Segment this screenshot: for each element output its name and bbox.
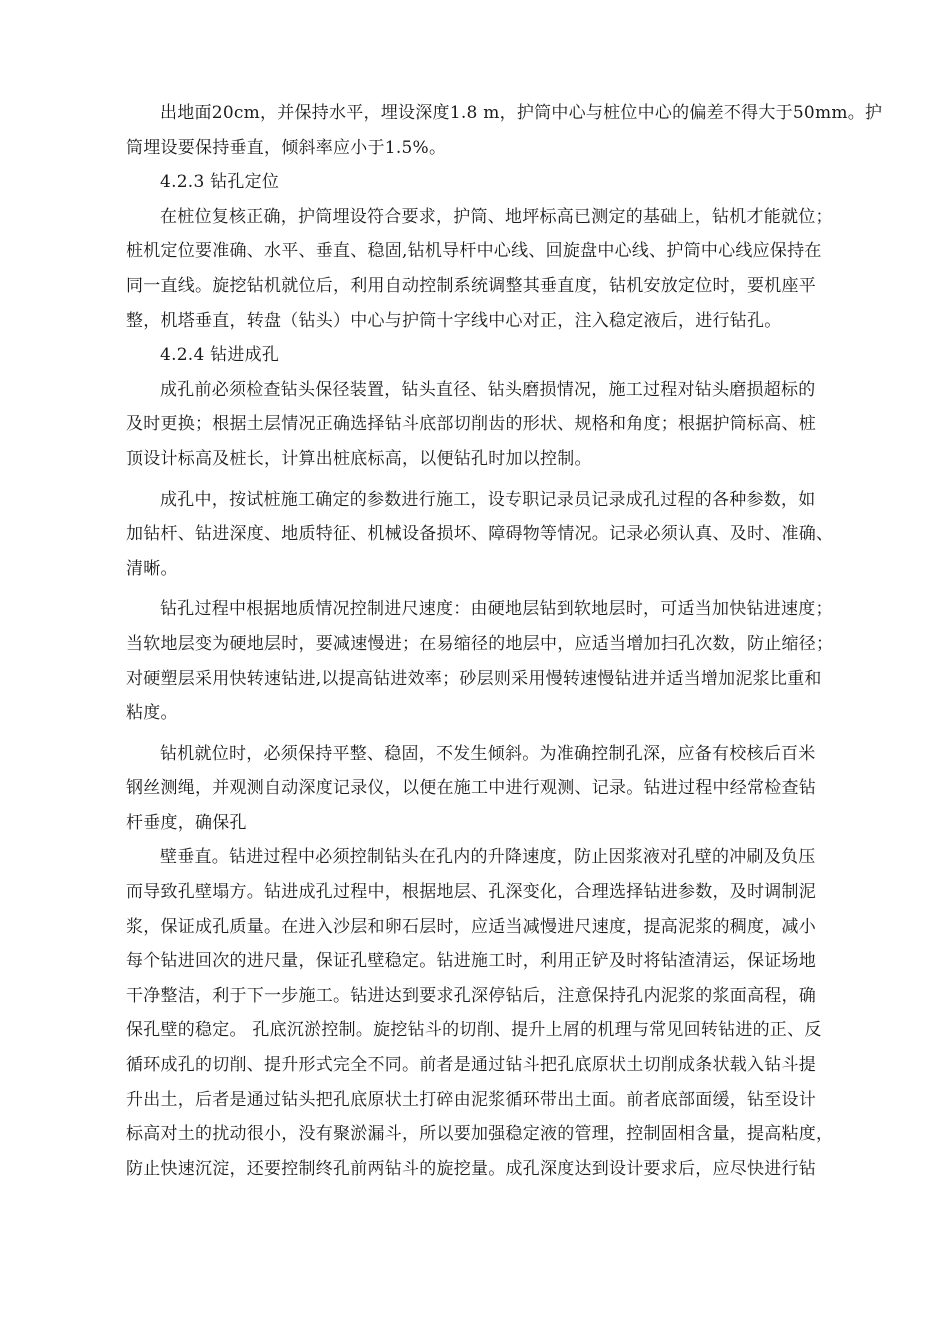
paragraph [126, 483, 834, 587]
text-line: 对硬塑层采用快转速钻进,以提高钻进效率；砂层则采用慢转速慢钻进并适当增加泥浆比重和 [126, 668, 822, 689]
text-line: 钢丝测绳，并观测自动深度记录仪，以便在施工中进行观测、记录。钻进过程中经常检查钻 [126, 778, 816, 799]
text-line: 而导致孔壁塌方。钻进成孔过程中，根据地层、孔深变化，合理选择钻进参数，及时调制泥 [126, 882, 816, 903]
paragraph [126, 373, 828, 477]
paragraph [126, 96, 883, 165]
text-line: 保孔壁的稳定。 孔底沉淤控制。旋挖钻斗的切削、提升上屑的机理与常见回转钻进的正、反 [126, 1020, 822, 1041]
text-line: 整，机塔垂直，转盘（钻头）中心与护筒十字线中心对正，注入稳定液后，进行钻孔。 [126, 310, 782, 331]
text-line: 循环成孔的切削、提升形式完全不同。前者是通过钻斗把孔底原状土切削成条状载入钻斗提 [126, 1055, 816, 1076]
text-line: 顶设计标高及桩长，计算出桩底标高，以便钻孔时加以控制。 [126, 448, 592, 469]
text-line: 成孔前必须检查钻头保径装置，钻头直径、钻头磨损情况，施工过程对钻头磨损超标的 [160, 379, 816, 400]
text-line: 筒埋设要保持垂直，倾斜率应小于1.5%。 [126, 137, 447, 158]
text-line: 同一直线。旋挖钻机就位后，利用自动控制系统调整其垂直度，钻机安放定位时，要机座平 [126, 275, 816, 296]
section-heading [126, 165, 828, 200]
heading-text: 4.2.4 钻进成孔 [160, 345, 280, 366]
text-line: 防止快速沉淀，还要控制终孔前两钻斗的旋挖量。成孔深度达到设计要求后，应尽快进行钻 [126, 1158, 816, 1179]
text-line: 在桩位复核正确，护筒埋设符合要求，护筒、地坪标高已测定的基础上，钻机才能就位； [160, 206, 833, 227]
text-line: 杆垂度，确保孔 [126, 812, 247, 833]
text-line: 桩机定位要准确、水平、垂直、稳固,钻机导杆中心线、回旋盘中心线、护筒中心线应保持在 [126, 241, 822, 262]
paragraph [126, 840, 834, 1186]
text-line: 浆，保证成孔质量。在进入沙层和卵石层时，应适当减慢进尺速度，提高泥浆的稠度，减小 [126, 916, 816, 937]
text-line: 干净整洁，利于下一步施工。钻进达到要求孔深停钻后，注意保持孔内泥浆的浆面高程，确 [126, 985, 816, 1006]
document-page [126, 96, 883, 1186]
paragraph [126, 200, 833, 338]
text-line: 壁垂直。钻进过程中必须控制钻头在孔内的升降速度，防止因浆液对孔壁的冲刷及负压 [160, 847, 816, 868]
text-line: 升出土，后者是通过钻头把孔底原状土打碎由泥浆循环带出土面。前者底部面缓，钻至设计 [126, 1089, 816, 1110]
section-heading [126, 338, 828, 373]
text-line: 出地面20cm，并保持水平，埋设深度1.8 m，护筒中心与桩位中心的偏差不得大于50mm。护 [160, 103, 883, 123]
paragraph [126, 737, 828, 841]
text-line: 加钻杆、钻进深度、地质特征、机械设备损坏、障碍物等情况。记录必须认真、及时、准确、 [126, 524, 834, 545]
text-line: 粘度。 [126, 703, 178, 724]
text-line: 及时更换；根据土层情况正确选择钻斗底部切削齿的形状、规格和角度；根据护筒标高、桩 [126, 414, 816, 435]
text-line: 钻机就位时，必须保持平整、稳固，不发生倾斜。为准确控制孔深，应备有校核后百米 [160, 743, 816, 764]
text-line: 钻孔过程中根据地质情况控制进尺速度：由硬地层钻到软地层时，可适当加快钻进速度； [160, 599, 833, 620]
paragraph [126, 592, 834, 730]
text-line: 标高对土的扰动很小，没有聚淤漏斗，所以要加强稳定液的管理，控制固相含量，提高粘度， [126, 1124, 834, 1145]
text-line: 成孔中，按试桩施工确定的参数进行施工，设专职记录员记录成孔过程的各种参数，如 [160, 489, 816, 510]
text-line: 每个钻进回次的进尺量，保证孔壁稳定。钻进施工时，利用正铲及时将钻渣清运，保证场地 [126, 951, 816, 972]
text-line: 当软地层变为硬地层时，要减速慢进；在易缩径的地层中，应适当增加扫孔次数，防止缩径； [126, 633, 834, 654]
heading-text: 4.2.3 钻孔定位 [160, 172, 280, 193]
text-line: 清晰。 [126, 558, 178, 579]
